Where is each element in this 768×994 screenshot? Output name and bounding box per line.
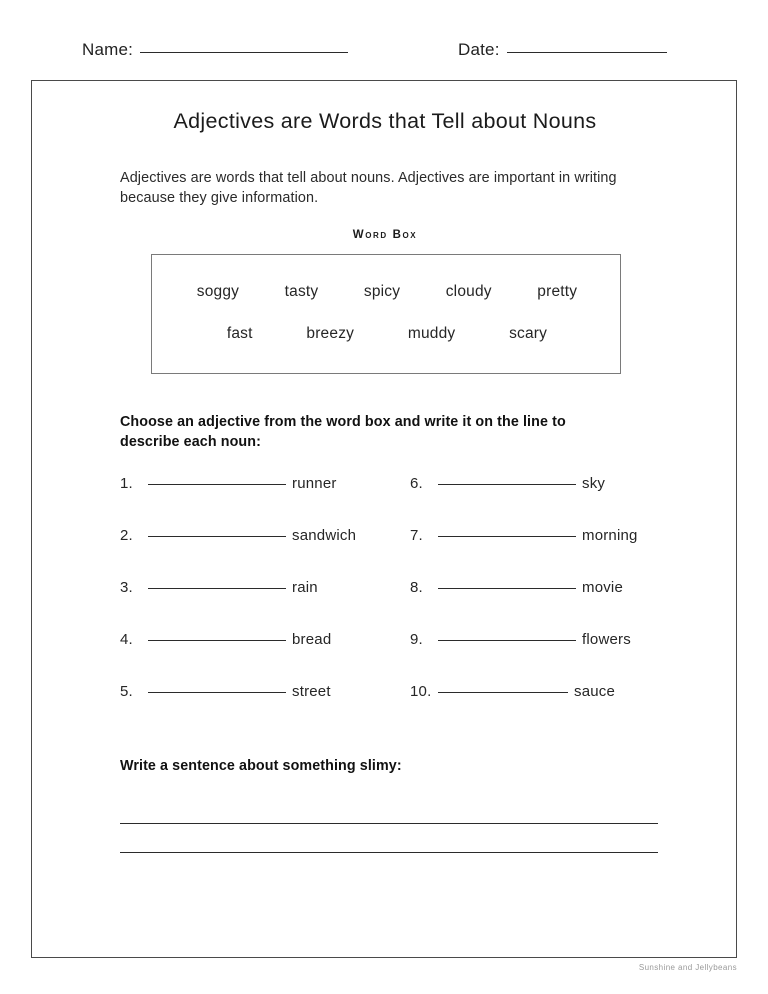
name-date-header [0, 40, 768, 74]
exercise-item [410, 631, 631, 655]
item-answer-line[interactable] [148, 640, 286, 641]
item-answer-line[interactable] [438, 692, 568, 693]
exercise-item [120, 475, 337, 499]
item-number: 3. [120, 579, 133, 596]
word-box-word[interactable]: cloudy [445, 283, 492, 300]
date-field-group [458, 40, 667, 60]
item-answer-line[interactable] [438, 484, 576, 485]
item-number: 5. [120, 683, 133, 700]
footer-credit: Sunshine and Jellybeans [638, 963, 737, 972]
date-write-line[interactable] [507, 52, 667, 53]
word-box-word[interactable]: fast [226, 325, 253, 342]
item-noun: flowers [582, 631, 631, 648]
item-number: 4. [120, 631, 133, 648]
worksheet-frame [31, 80, 737, 958]
item-noun: runner [292, 475, 337, 492]
sentence-prompt: Write a sentence about something slimy: [120, 758, 402, 774]
item-noun: bread [292, 631, 332, 648]
name-write-line[interactable] [140, 52, 348, 53]
item-noun: sandwich [292, 527, 357, 544]
exercise-item [410, 527, 638, 551]
name-label: Name: [82, 40, 134, 59]
sentence-write-line[interactable] [120, 823, 658, 824]
item-number: 7. [410, 527, 423, 544]
item-noun: movie [582, 579, 624, 596]
word-box-word[interactable]: tasty [284, 283, 319, 300]
exercise-item [120, 579, 318, 603]
name-field-group [82, 40, 348, 60]
exercise-items [32, 475, 738, 725]
item-noun: sky [582, 475, 606, 492]
word-box-word[interactable]: pretty [537, 283, 578, 300]
date-label: Date: [458, 40, 500, 59]
item-answer-line[interactable] [148, 692, 286, 693]
exercise-item [120, 527, 356, 551]
word-box-row-2 [152, 325, 622, 343]
page-title: Adjectives are Words that Tell about Nouns [173, 109, 597, 133]
item-answer-line[interactable] [438, 588, 576, 589]
exercise-item [410, 683, 615, 707]
item-answer-line[interactable] [148, 536, 286, 537]
word-box-word[interactable]: scary [509, 325, 548, 342]
exercise-instruction: Choose an adjective from the word box and write it on the line to describe each noun: [120, 414, 566, 451]
item-noun: rain [292, 579, 318, 596]
item-noun: street [292, 683, 331, 700]
word-box-word[interactable]: spicy [363, 283, 401, 300]
item-answer-line[interactable] [438, 536, 576, 537]
exercise-item [410, 475, 605, 499]
item-noun: morning [582, 527, 638, 544]
exercise-item [410, 579, 623, 603]
item-answer-line[interactable] [148, 588, 286, 589]
item-number: 1. [120, 475, 133, 492]
sentence-write-line[interactable] [120, 852, 658, 853]
word-box-row-1 [152, 283, 622, 301]
item-noun: sauce [574, 683, 616, 700]
item-number: 9. [410, 631, 423, 648]
word-box-word[interactable]: soggy [196, 283, 240, 300]
item-answer-line[interactable] [148, 484, 286, 485]
item-number: 6. [410, 475, 423, 492]
word-box-heading: Word Box [352, 229, 418, 241]
item-answer-line[interactable] [438, 640, 576, 641]
item-number: 8. [410, 579, 423, 596]
exercise-item [120, 683, 331, 707]
word-box-word[interactable]: breezy [306, 325, 355, 342]
item-number: 2. [120, 527, 133, 544]
exercise-item [120, 631, 331, 655]
intro-paragraph: Adjectives are words that tell about nouns. Adjectives are important in writing because they give information. [120, 170, 617, 206]
item-number: 10. [410, 683, 432, 700]
word-box [151, 254, 621, 374]
word-box-word[interactable]: muddy [407, 325, 456, 342]
